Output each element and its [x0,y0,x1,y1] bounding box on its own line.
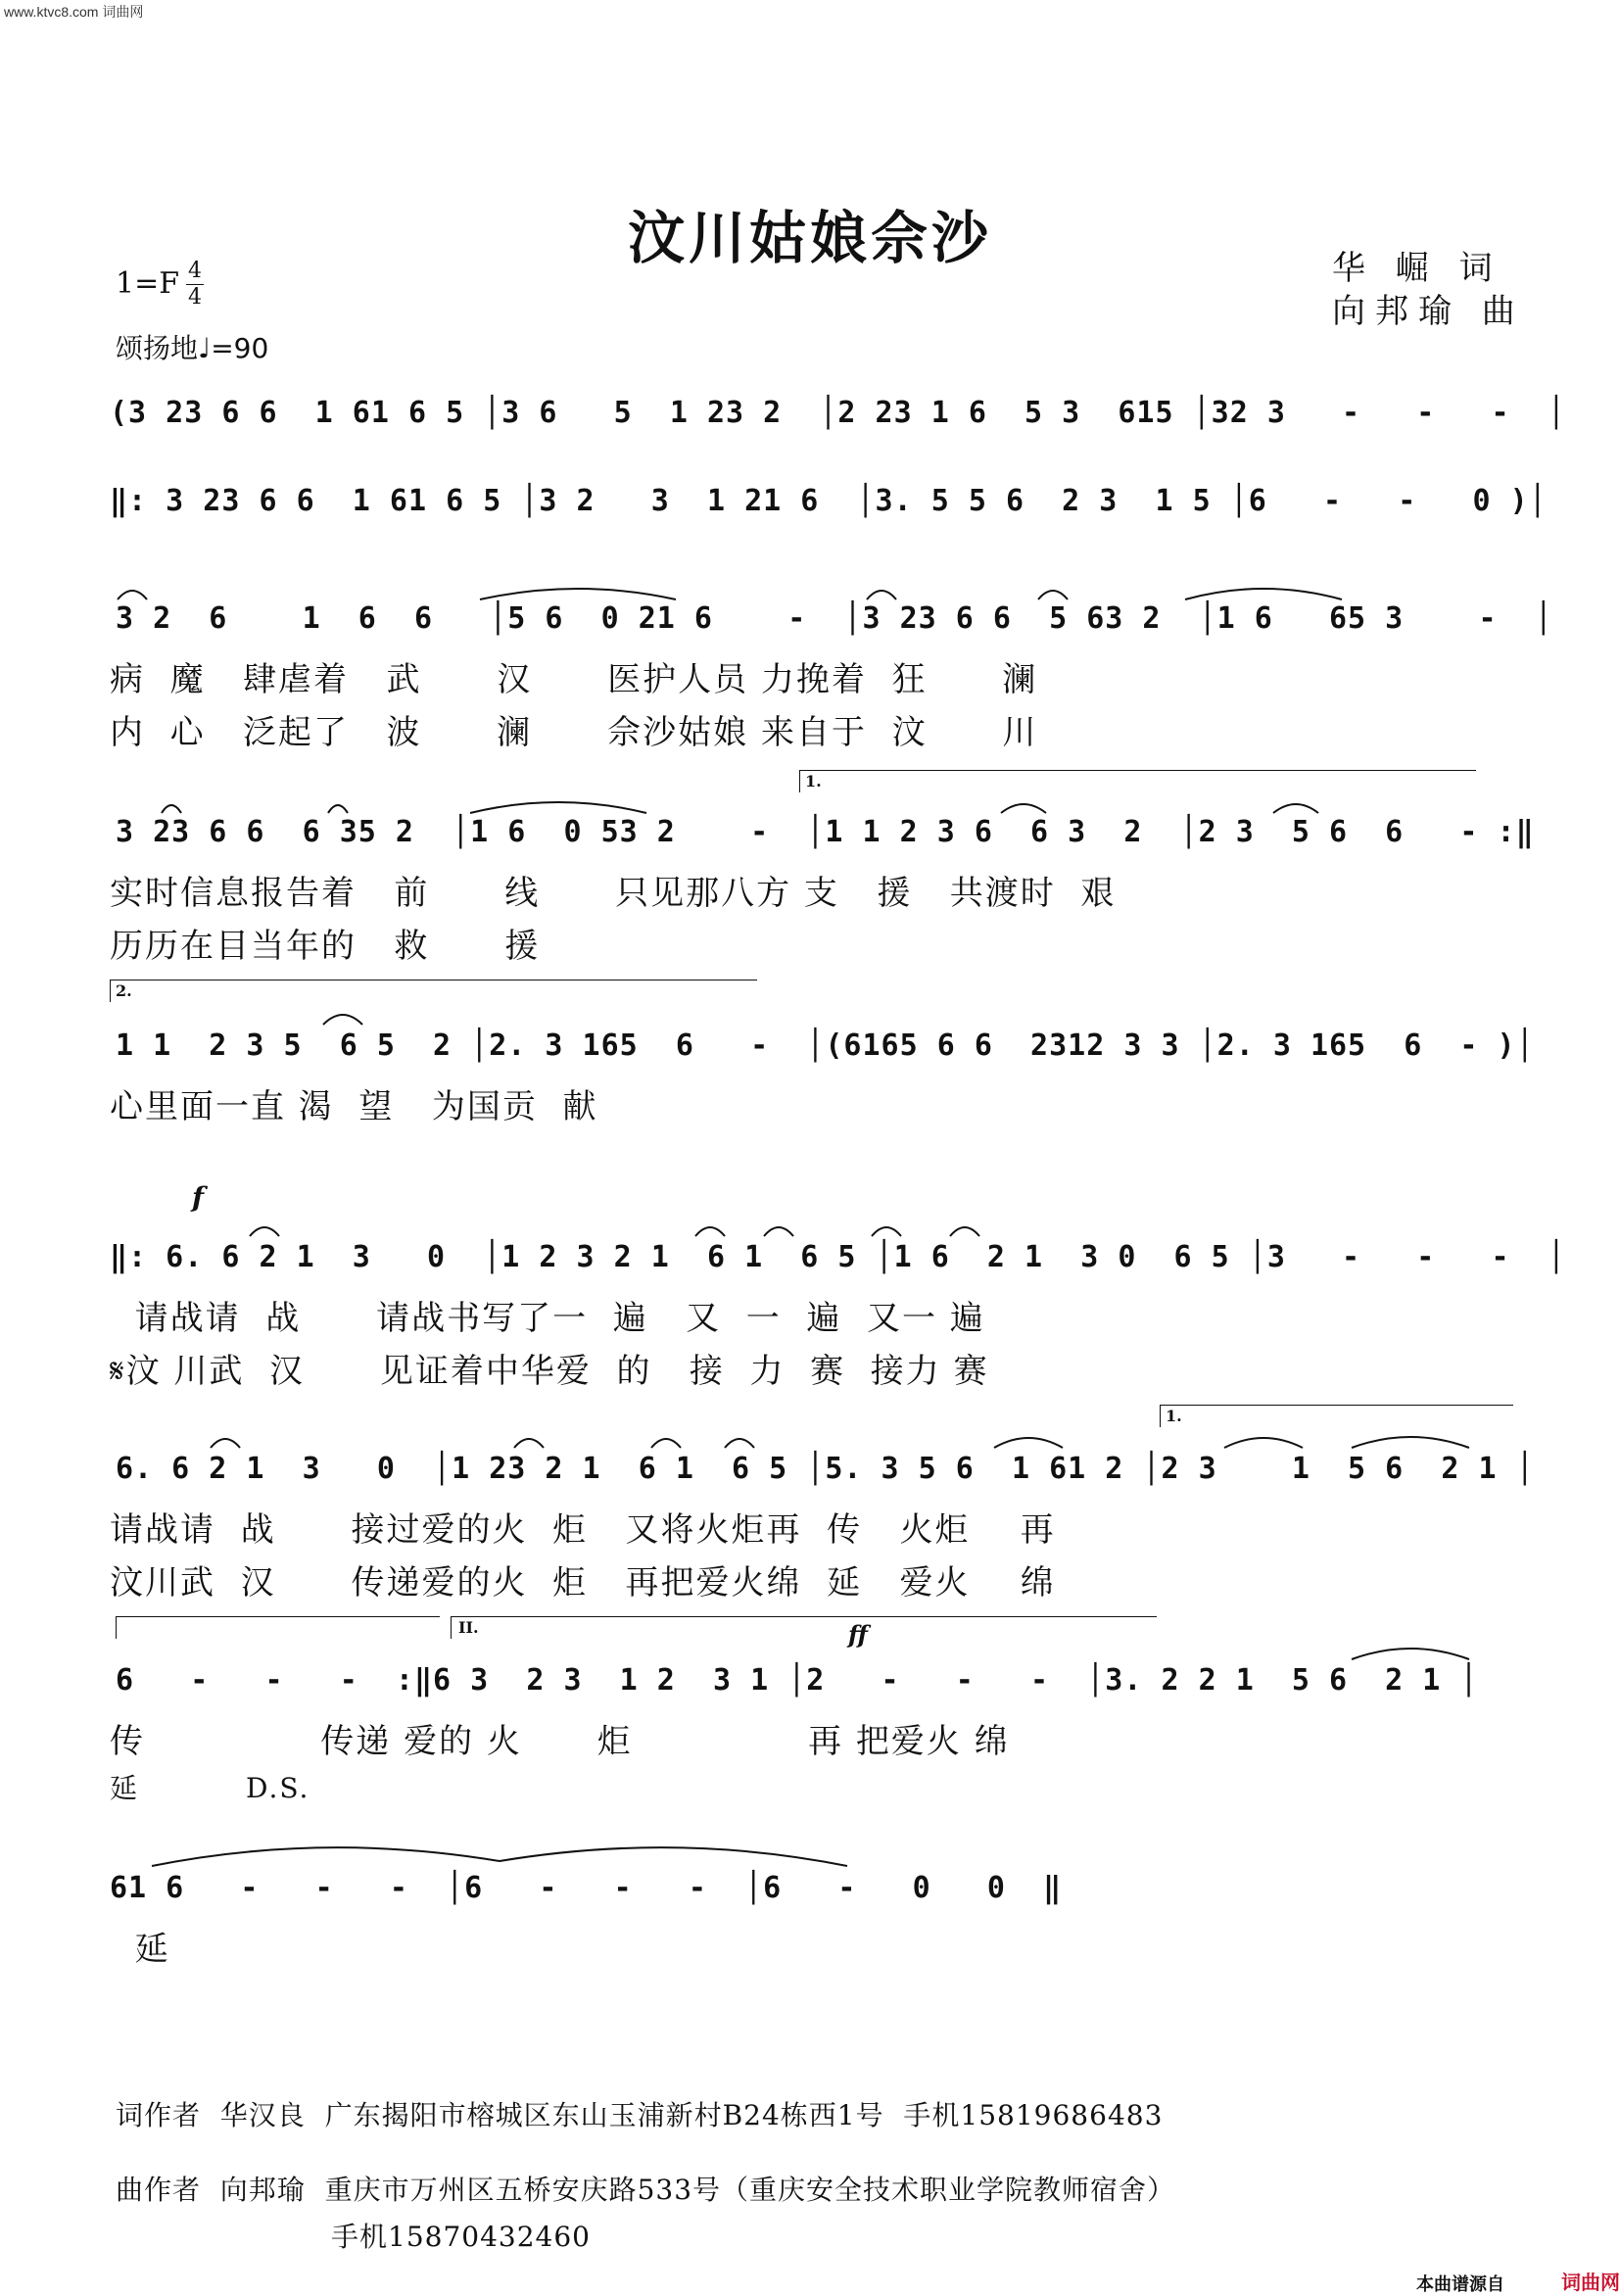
second-ending-label: 2. [116,981,132,1000]
notation-row-3: 3 2 6 1 6 6 │5 6 0 21 6 - │3 23 6 6 5 63 2 │1 6 65 3 - │ [116,601,1553,636]
time-signature [186,259,204,311]
composer-credit: 向邦瑜 曲 [1332,292,1525,331]
first-ending-label: 1. [805,772,822,790]
slurs-row-4 [108,788,1518,817]
notation-row-7: 6. 6 2 1 3 0 │1 23 2 1 6 1 6 5 │5. 3 5 6 1 61 2 │2 3 1 5 6 2 1 │ [116,1452,1535,1486]
lyric-row-6-verse-2: 𝄋汶 川武 汉 见证着中华爱 的 接 力 赛 接力 赛 [110,1352,989,1391]
time-bottom: 4 [188,285,202,310]
composer-phone: 手机15870432460 [331,2221,591,2253]
slurs-row-3 [108,574,1518,603]
source-note: 本曲谱源自 [1416,2274,1504,2295]
notation-row-2: ‖: 3 23 6 6 1 61 6 5 │3 2 3 1 21 6 │3. 5 5 6 2 3 1 5 │6 - - 0 )│ [110,484,1548,518]
notation-row-1: (3 23 6 6 1 61 6 5 │3 6 5 1 23 2 │2 23 1 6 5 3 615 │32 3 - - - │ [110,396,1566,430]
lyric-row-4-verse-2: 历历在目当年的 救 援 [110,927,541,966]
lyric-row-8-verse-2: 延 D.S. [110,1772,310,1804]
lyricist-credit: 华 崛 词 [1332,249,1502,288]
tempo-marking: 颂扬地♩=90 [116,332,269,364]
lyric-row-6-verse-1: 请战请 战 请战书写了一 遍 又 一 遍 又一 遍 [110,1299,985,1338]
lyric-row-3-verse-2: 内 心 泛起了 波 澜 佘沙姑娘 来自于 汶 川 [110,713,1038,752]
notation-row-5: 1 1 2 3 5 6 5 2 │2. 3 165 6 - │(6165 6 6 2312 3 3 │2. 3 165 6 - )│ [116,1028,1535,1063]
time-top: 4 [188,259,202,283]
site-url: www.ktvc8.com 词曲网 [4,4,144,20]
key-signature: 1=F [116,266,180,301]
lyric-row-8-verse-1: 传 传递 爱的 火 炬 再 把爱火 绵 [110,1722,1010,1761]
lyric-row-9: 延 [110,1930,170,1969]
slurs-row-6 [108,1211,1518,1240]
notation-row-9: 61 6 - - - │6 - - - │6 - 0 0 ‖ [110,1871,1063,1905]
long-tie-slur [147,1832,852,1871]
dynamic-forte: f [192,1181,205,1214]
lyric-row-7-verse-2: 汶川武 汉 传递爱的火 炬 再把爱火绵 延 爱火 绵 [110,1563,1056,1602]
notation-row-8: 6 - - - :‖6 3 2 3 1 2 3 1 │2 - - - │3. 2 2 1 5 6 2 1 │ [116,1663,1479,1698]
lyric-row-5: 心里面一直 渴 望 为国贡 献 [110,1087,598,1126]
notation-row-4: 3 23 6 6 6 35 2 │1 6 0 53 2 - │1 1 2 3 6 6 3 2 │2 3 5 6 6 - :‖ [116,815,1535,849]
lyricist-contact: 词作者 华汉良 广东揭阳市榕城区东山玉浦新村B24栋西1号 手机15819686483 [116,2099,1164,2131]
lyric-row-3-verse-1: 病 魔 肆虐着 武 汉 医护人员 力挽着 狂 澜 [110,660,1038,699]
slurs-row-8 [108,1634,1518,1663]
first-ending-label-b: 1. [1166,1407,1182,1425]
lyric-row-4-verse-1: 实时信息报告着 前 线 只见那八方 支 援 共渡时 艰 [110,874,1117,913]
dynamic-fortissimo: ff [848,1620,868,1649]
lyric-row-7-verse-1: 请战请 战 接过爱的火 炬 又将火炬再 传 火炬 再 [110,1510,1056,1550]
song-title: 汶川姑娘佘沙 [627,205,992,271]
notation-row-6: ‖: 6. 6 2 1 3 0 │1 2 3 2 1 6 1 6 5 │1 6 2 1 3 0 6 5 │3 - - - │ [110,1240,1566,1274]
slurs-row-5 [108,999,1518,1028]
slurs-row-7 [108,1422,1518,1452]
second-ending-label-b: II. [458,1618,479,1637]
composer-contact: 曲作者 向邦瑜 重庆市万州区五桥安庆路533号（重庆安全技术职业学院教师宿舍） [116,2174,1176,2206]
source-logo: 词曲网 [1561,2271,1620,2294]
